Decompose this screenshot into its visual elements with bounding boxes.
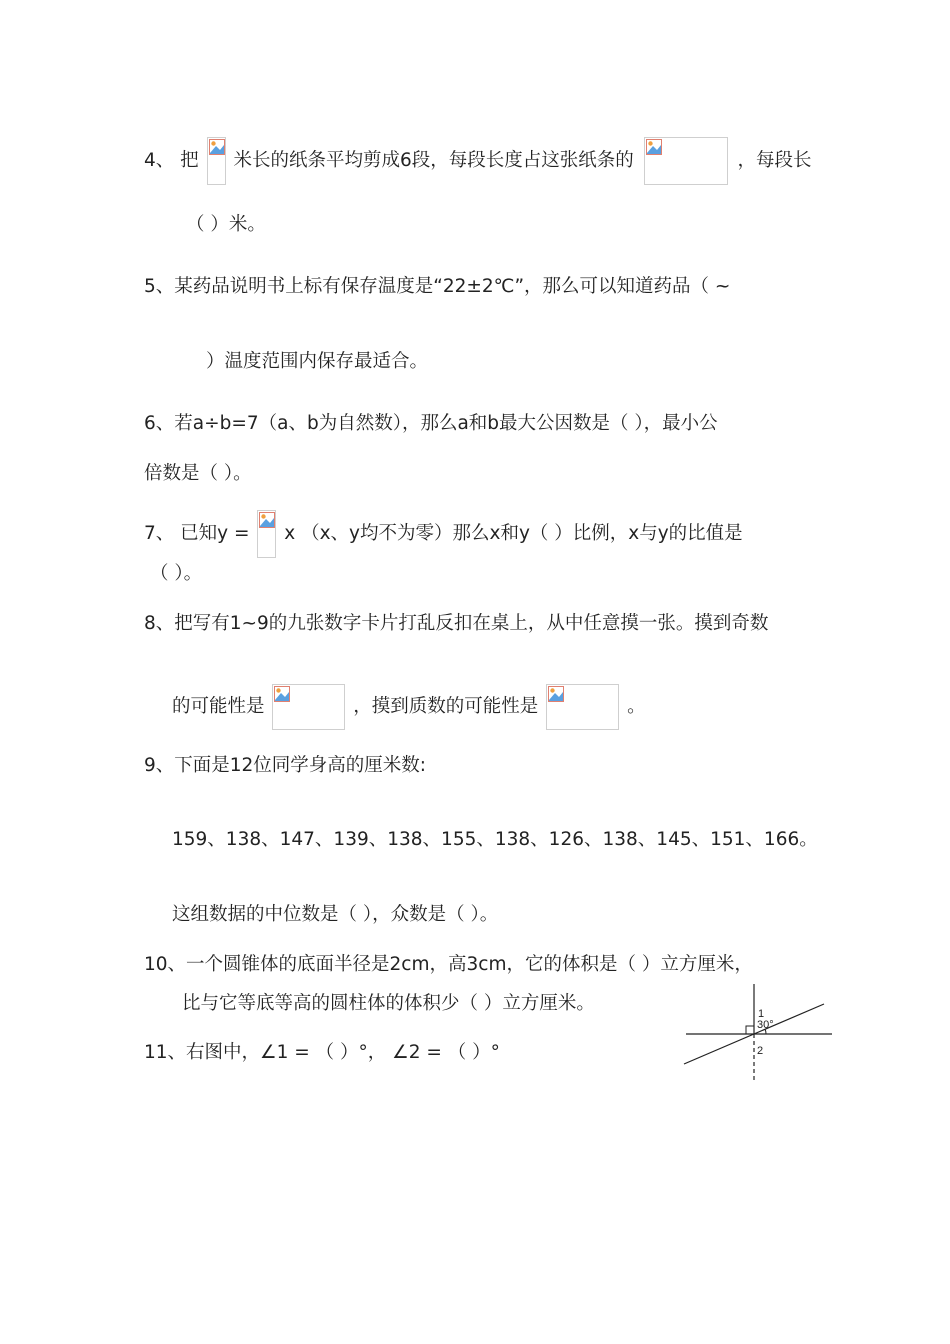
- question-10-line-1: 10、一个圆锥体的底面半径是2cm，高3cm，它的体积是（ ）立方厘米，: [144, 954, 753, 975]
- q8-text-c: 。: [627, 696, 646, 717]
- question-6-line-1: 6、若a÷b=7（a、b为自然数），那么a和b最大公因数是（ ），最小公: [144, 413, 718, 434]
- broken-image-icon: [644, 137, 728, 185]
- question-5-line-1: 5、某药品说明书上标有保存温度是“22±2℃”，那么可以知道药品（ ~: [144, 276, 731, 297]
- angle-figure: [680, 980, 840, 1090]
- question-4-line-1: [144, 137, 812, 185]
- broken-image-icon: [272, 684, 345, 730]
- broken-image-icon: [257, 510, 276, 558]
- question-9-line-3: 这组数据的中位数是（ ），众数是（ ）。: [172, 904, 499, 925]
- right-angle-marker: [746, 1026, 754, 1034]
- question-11-line-1: 11、右图中，∠1 = （ ）°， ∠2 = （ ）°: [144, 1042, 500, 1063]
- question-7-line-1: [144, 510, 743, 558]
- question-9-line-1: 9、下面是12位同学身高的厘米数:: [144, 755, 427, 776]
- question-4-line-2: （ ）米。: [186, 214, 266, 235]
- q4-text-b: 米长的纸条平均剪成6段，每段长度占这张纸条的: [233, 150, 634, 171]
- question-10-line-2: 比与它等底等高的圆柱体的体积少（ ）立方厘米。: [182, 993, 595, 1014]
- question-8-line-2: [172, 684, 646, 730]
- q7-text-b: x （x、y均不为零）那么x和y（ ）比例，x与y的比值是: [284, 523, 743, 544]
- question-5-line-2: ）温度范围内保存最适合。: [206, 351, 429, 372]
- angle-label-30: 30°: [757, 1019, 774, 1031]
- question-8-line-1: 8、把写有1~9的九张数字卡片打乱反扣在桌上，从中任意摸一张。摸到奇数: [144, 613, 769, 634]
- angle-label-1: 1: [758, 1008, 765, 1020]
- broken-image-icon: [207, 137, 226, 185]
- angle-label-2: 2: [757, 1045, 764, 1057]
- broken-image-icon: [546, 684, 619, 730]
- question-9-data-line: 159、138、147、139、138、155、138、126、138、145、151、166。: [172, 829, 818, 850]
- q8-text-b: ，摸到质数的可能性是: [353, 696, 539, 717]
- q8-text-a: 的可能性是: [172, 696, 265, 717]
- q4-text-a: 4、 把: [144, 150, 199, 171]
- q4-text-c: ，每段长: [737, 150, 812, 171]
- question-6-line-2: 倍数是（ ）。: [144, 463, 252, 484]
- question-7-line-2: （ ）。: [150, 563, 203, 584]
- q7-text-a: 7、 已知y =: [144, 523, 250, 544]
